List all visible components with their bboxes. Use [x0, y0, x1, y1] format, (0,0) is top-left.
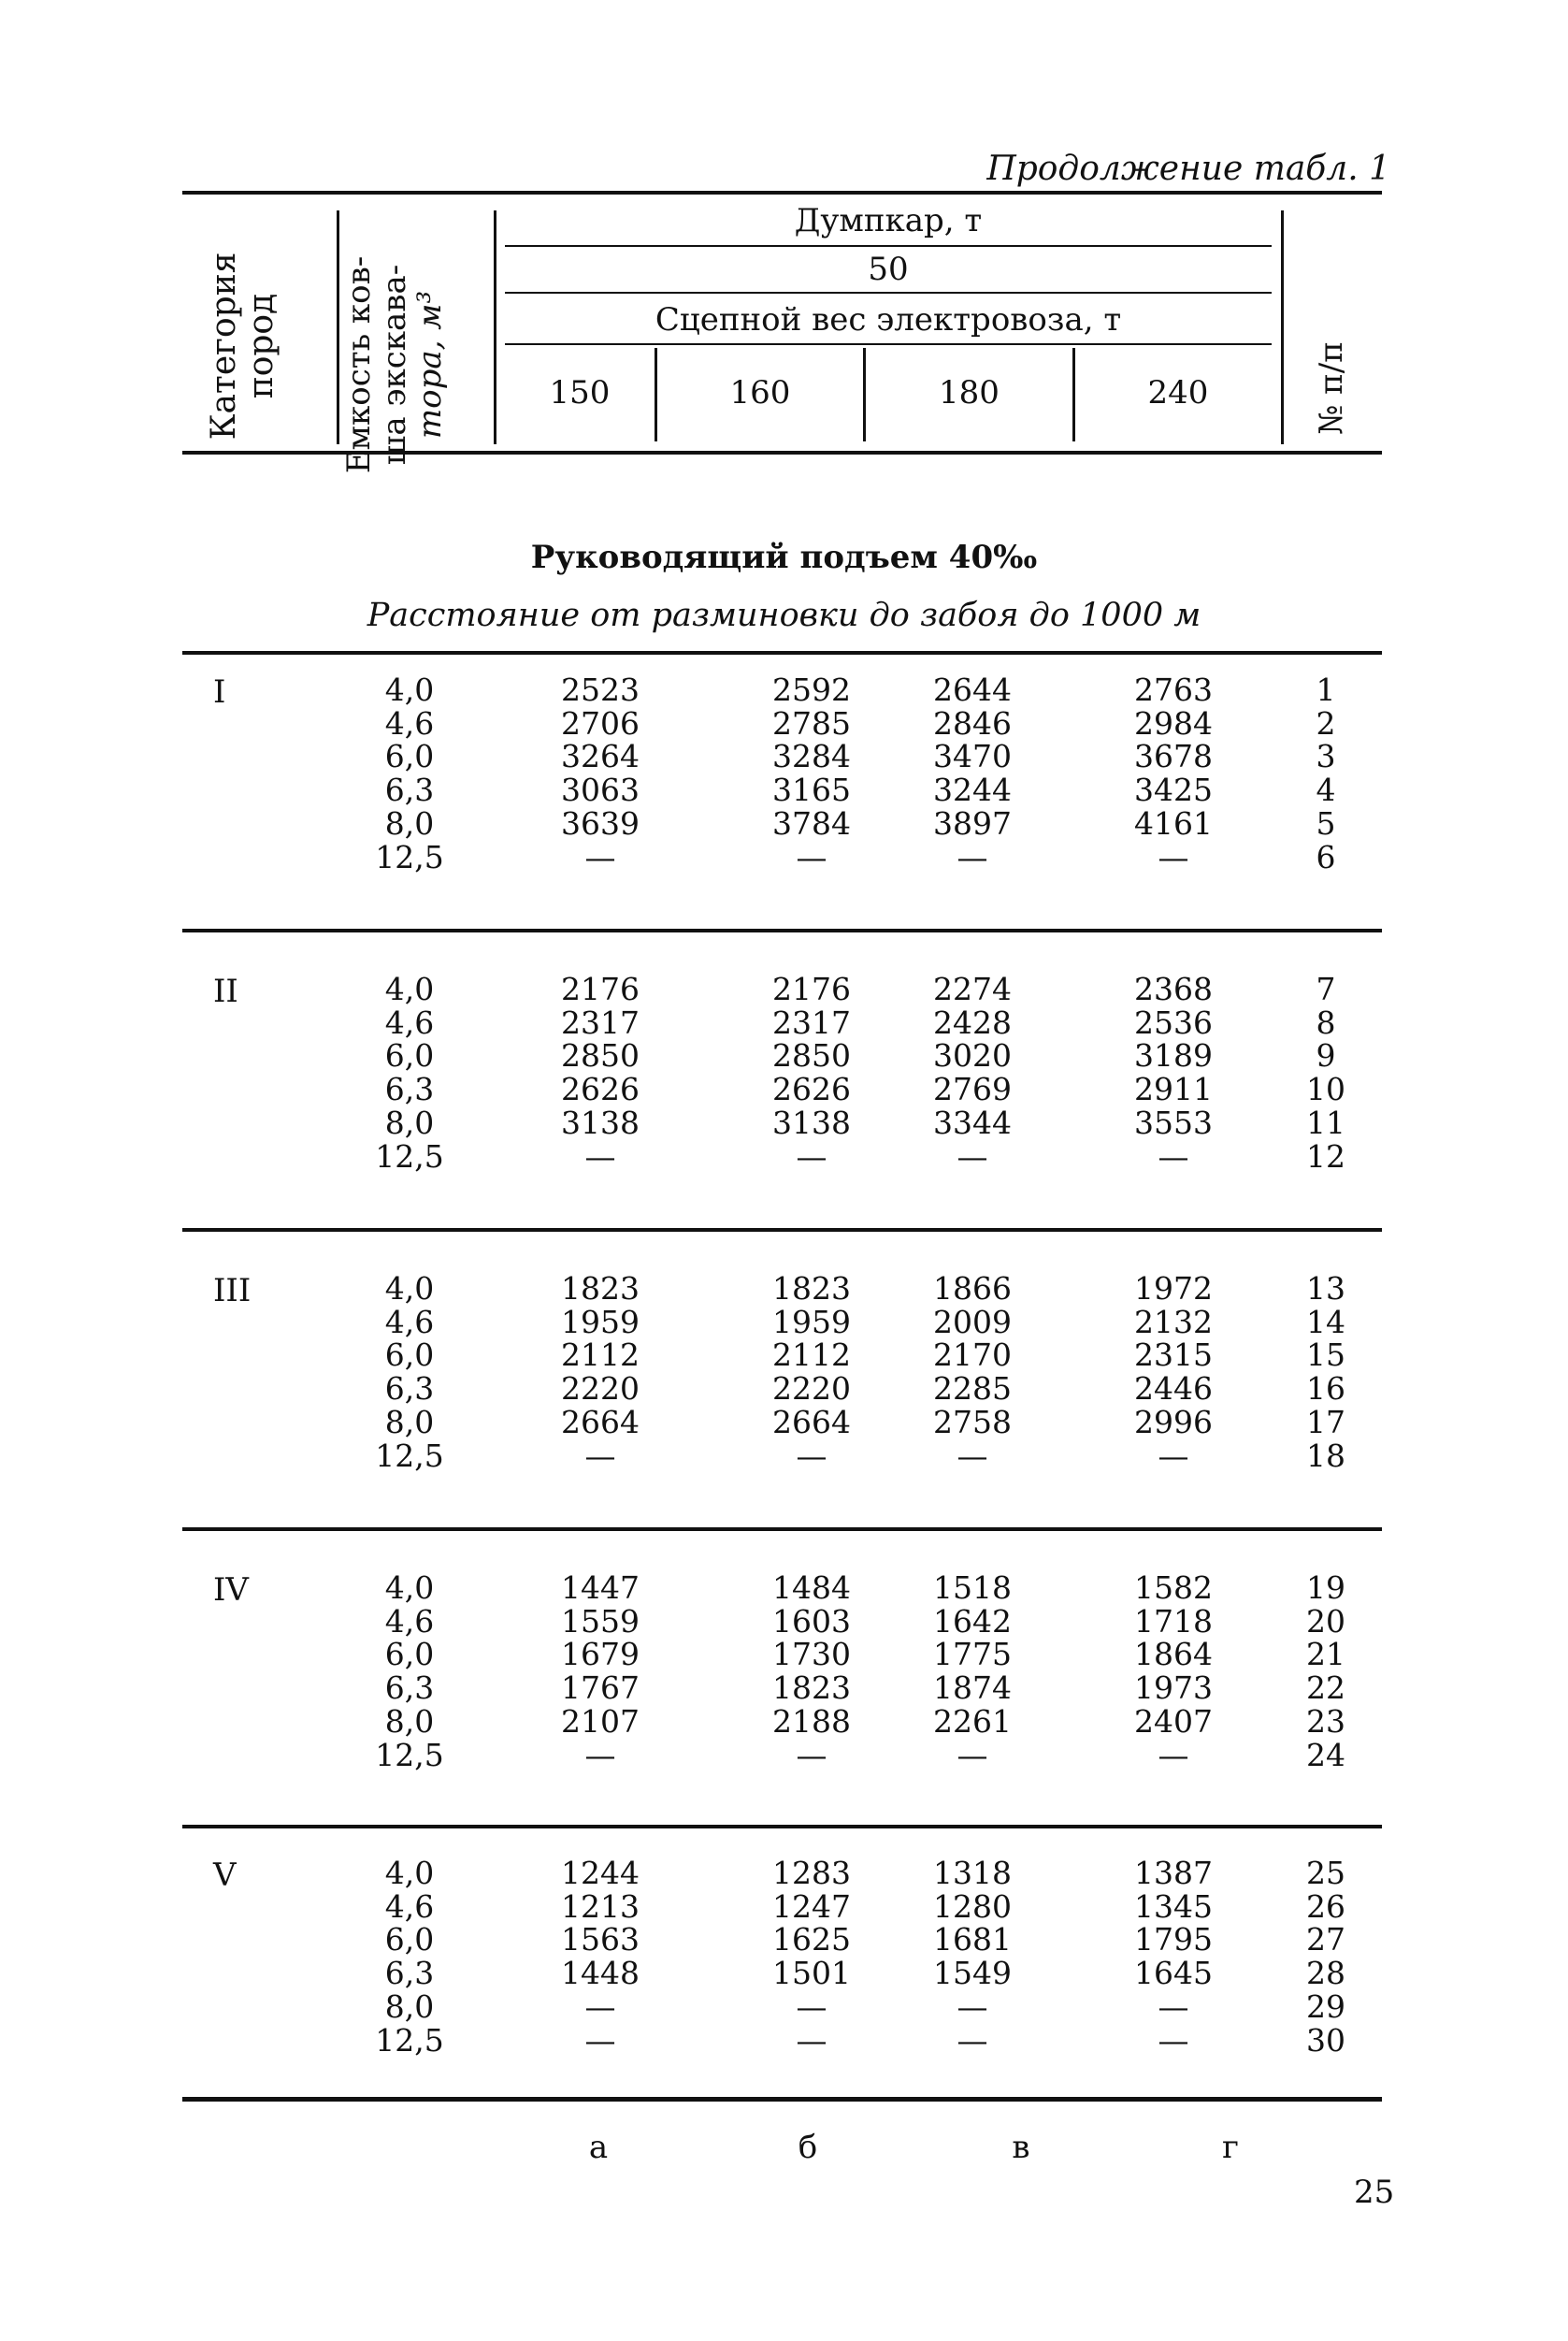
value-160-cell: 1247	[772, 1887, 851, 1925]
value-160-cell: 2664	[772, 1403, 851, 1440]
value-180-cell: 2644	[933, 672, 1012, 708]
capacity-cell: 4,0	[384, 672, 435, 708]
row-number-cell: 30	[1306, 2021, 1345, 2059]
value-240-cell: 2984	[1134, 704, 1213, 742]
capacity-cell: 6,0	[384, 738, 435, 775]
category-label: IV	[213, 1571, 249, 1609]
value-180-cell: —	[957, 1736, 988, 1773]
capacity-cell: 6,3	[384, 1669, 435, 1707]
section-subtitle: Расстояние от разминовки до забоя до 1000 м	[367, 597, 1201, 634]
capacity-cell: 4,6	[384, 1004, 435, 1041]
value-180-cell: 2428	[933, 1004, 1012, 1041]
value-150-cell: 2176	[561, 971, 640, 1007]
value-180-cell: 1642	[933, 1602, 1012, 1640]
row-number-cell: 27	[1306, 1921, 1345, 1958]
header-divider	[494, 210, 496, 444]
header-divider	[1281, 210, 1284, 444]
value-160-cell: 3284	[772, 738, 851, 775]
header-dumpcar-value: 50	[868, 251, 909, 288]
value-160-cell: 2850	[772, 1037, 851, 1075]
value-150-cell: 1559	[561, 1602, 640, 1640]
row-number-cell: 9	[1316, 1037, 1336, 1075]
column-letter-v: в	[1012, 2129, 1030, 2166]
row-number-cell: 19	[1306, 1569, 1345, 1606]
section-title: Руководящий подъем 40‰	[530, 539, 1038, 576]
value-180-cell: 2846	[933, 704, 1012, 742]
row-number-cell: 4	[1316, 772, 1336, 809]
row-number-cell: 7	[1316, 971, 1336, 1007]
header-weight-180: 180	[939, 374, 1000, 412]
row-number-cell: 5	[1316, 804, 1336, 842]
value-180-cell: 2758	[933, 1403, 1012, 1440]
value-150-cell: 1767	[561, 1669, 640, 1707]
header-capacity-line: Емкость ков-	[340, 255, 378, 474]
row-number-cell: 20	[1306, 1602, 1345, 1640]
capacity-cell: 12,5	[375, 2021, 444, 2059]
value-150-cell: —	[584, 838, 616, 875]
value-180-cell: 2769	[933, 1071, 1012, 1108]
group-rule	[182, 929, 1382, 932]
page-number: 25	[1354, 2174, 1395, 2211]
value-240-cell: 1387	[1134, 1855, 1213, 1891]
capacity-cell: 8,0	[384, 804, 435, 842]
value-150-cell: 3264	[561, 738, 640, 775]
value-180-cell: 1874	[933, 1669, 1012, 1707]
value-160-cell: 2785	[772, 704, 851, 742]
value-180-cell: —	[957, 1137, 988, 1175]
row-number-cell: 25	[1306, 1855, 1345, 1891]
value-180-cell: 3020	[933, 1037, 1012, 1075]
value-150-cell: 1448	[561, 1955, 640, 1992]
value-160-cell: 1730	[772, 1636, 851, 1673]
value-160-cell: 2176	[772, 971, 851, 1007]
value-180-cell: 3897	[933, 804, 1012, 842]
value-160-cell: 1283	[772, 1855, 851, 1891]
header-dumpcar: Думпкар, т	[794, 202, 983, 239]
table-bottom-rule	[182, 2097, 1382, 2102]
row-number-cell: 16	[1306, 1370, 1345, 1408]
value-150-cell: —	[584, 1437, 616, 1474]
value-180-cell: 2274	[933, 971, 1012, 1007]
capacity-cell: 8,0	[384, 1987, 435, 2025]
row-number-cell: 2	[1316, 704, 1336, 742]
value-150-cell: —	[584, 1736, 616, 1773]
category-label: I	[213, 673, 226, 711]
value-160-cell: 3784	[772, 804, 851, 842]
value-160-cell: 2317	[772, 1004, 851, 1041]
value-240-cell: 1972	[1134, 1270, 1213, 1307]
value-240-cell: 1718	[1134, 1602, 1213, 1640]
value-180-cell: 2285	[933, 1370, 1012, 1408]
column-letter-g: г	[1222, 2129, 1239, 2166]
value-150-cell: 2850	[561, 1037, 640, 1075]
row-number-cell: 21	[1306, 1636, 1345, 1673]
value-180-cell: 1681	[933, 1921, 1012, 1958]
value-150-cell: 2664	[561, 1403, 640, 1440]
row-number-cell: 29	[1306, 1987, 1345, 2025]
value-160-cell: 2112	[772, 1337, 851, 1374]
value-150-cell: 1244	[561, 1855, 640, 1891]
value-240-cell: —	[1158, 1437, 1189, 1474]
group-rule	[182, 1825, 1382, 1828]
row-number-cell: 13	[1306, 1270, 1345, 1307]
category-label: III	[213, 1272, 252, 1309]
value-240-cell: 2407	[1134, 1702, 1213, 1740]
capacity-cell: 4,0	[384, 1855, 435, 1891]
value-150-cell: 1679	[561, 1636, 640, 1673]
value-240-cell: 2763	[1134, 672, 1213, 708]
value-150-cell: 2112	[561, 1337, 640, 1374]
capacity-cell: 6,3	[384, 772, 435, 809]
value-150-cell: 3063	[561, 772, 640, 809]
header-top-rule	[182, 191, 1382, 195]
value-180-cell: 3470	[933, 738, 1012, 775]
value-160-cell: 2220	[772, 1370, 851, 1408]
value-160-cell: —	[796, 838, 827, 875]
row-number-cell: 11	[1306, 1104, 1345, 1141]
header-divider	[337, 210, 339, 444]
value-160-cell: 1823	[772, 1669, 851, 1707]
value-240-cell: 3189	[1134, 1037, 1213, 1075]
row-number-cell: 6	[1316, 838, 1336, 875]
row-number-cell: 28	[1306, 1955, 1345, 1992]
value-180-cell: 1318	[933, 1855, 1012, 1891]
value-180-cell: —	[957, 1987, 988, 2025]
value-150-cell: 1959	[561, 1303, 640, 1340]
value-240-cell: 2446	[1134, 1370, 1213, 1408]
value-160-cell: 1625	[772, 1921, 851, 1958]
value-240-cell: 3425	[1134, 772, 1213, 809]
value-180-cell: —	[957, 838, 988, 875]
value-240-cell: 2132	[1134, 1303, 1213, 1340]
value-180-cell: 1518	[933, 1569, 1012, 1606]
value-150-cell: 2220	[561, 1370, 640, 1408]
row-number-cell: 26	[1306, 1887, 1345, 1925]
value-160-cell: 3138	[772, 1104, 851, 1141]
value-240-cell: 1645	[1134, 1955, 1213, 1992]
header-capacity-line: тора, м³	[411, 290, 449, 440]
value-240-cell: 1864	[1134, 1636, 1213, 1673]
value-180-cell: 2261	[933, 1702, 1012, 1740]
group-rule	[182, 651, 1382, 655]
value-240-cell: 1973	[1134, 1669, 1213, 1707]
value-150-cell: 1213	[561, 1887, 640, 1925]
value-150-cell: 3639	[561, 804, 640, 842]
value-240-cell: —	[1158, 2021, 1189, 2059]
value-160-cell: —	[796, 1736, 827, 1773]
capacity-cell: 4,0	[384, 1569, 435, 1606]
value-160-cell: —	[796, 1437, 827, 1474]
value-160-cell: 2592	[772, 672, 851, 708]
value-160-cell: —	[796, 1987, 827, 2025]
capacity-cell: 8,0	[384, 1104, 435, 1141]
capacity-cell: 8,0	[384, 1702, 435, 1740]
header-weight-150: 150	[549, 374, 611, 412]
value-240-cell: 1345	[1134, 1887, 1213, 1925]
header-weight-160: 160	[729, 374, 791, 412]
value-150-cell: 2626	[561, 1071, 640, 1108]
value-180-cell: —	[957, 1437, 988, 1474]
value-240-cell: 2536	[1134, 1004, 1213, 1041]
capacity-cell: 6,3	[384, 1955, 435, 1992]
capacity-cell: 4,6	[384, 1602, 435, 1640]
capacity-cell: 4,6	[384, 704, 435, 742]
column-letter-b: б	[798, 2129, 818, 2166]
value-180-cell: 1280	[933, 1887, 1012, 1925]
value-150-cell: —	[584, 1987, 616, 2025]
value-160-cell: 2188	[772, 1702, 851, 1740]
value-240-cell: 3678	[1134, 738, 1213, 775]
header-inner-rule	[505, 292, 1272, 294]
row-number-cell: 12	[1306, 1137, 1345, 1175]
row-number-cell: 1	[1316, 672, 1336, 708]
row-number-cell: 3	[1316, 738, 1336, 775]
value-240-cell: 4161	[1134, 804, 1213, 842]
header-number: № п/п	[1313, 341, 1350, 435]
value-150-cell: 2317	[561, 1004, 640, 1041]
capacity-cell: 4,0	[384, 1270, 435, 1307]
value-180-cell: 2170	[933, 1337, 1012, 1374]
row-number-cell: 18	[1306, 1437, 1345, 1474]
value-180-cell: 1775	[933, 1636, 1012, 1673]
value-160-cell: 1484	[772, 1569, 851, 1606]
value-240-cell: 1795	[1134, 1921, 1213, 1958]
header-loco-weight: Сцепной вес электровоза, т	[655, 301, 1122, 339]
value-160-cell: 1501	[772, 1955, 851, 1992]
capacity-cell: 6,0	[384, 1037, 435, 1075]
header-inner-rule	[505, 245, 1272, 247]
value-180-cell: 3244	[933, 772, 1012, 809]
capacity-cell: 6,0	[384, 1636, 435, 1673]
value-160-cell: 3165	[772, 772, 851, 809]
value-240-cell: 2996	[1134, 1403, 1213, 1440]
value-160-cell: 2626	[772, 1071, 851, 1108]
value-240-cell: 2315	[1134, 1337, 1213, 1374]
capacity-cell: 4,0	[384, 971, 435, 1007]
capacity-cell: 12,5	[375, 838, 444, 875]
group-rule	[182, 1228, 1382, 1232]
row-number-cell: 17	[1306, 1403, 1345, 1440]
table-caption: Продолжение табл. 1	[986, 150, 1390, 188]
capacity-cell: 4,6	[384, 1887, 435, 1925]
capacity-cell: 4,6	[384, 1303, 435, 1340]
value-240-cell: 3553	[1134, 1104, 1213, 1141]
value-240-cell: —	[1158, 1987, 1189, 2025]
value-150-cell: 3138	[561, 1104, 640, 1141]
capacity-cell: 8,0	[384, 1403, 435, 1440]
group-rule	[182, 1527, 1382, 1531]
value-150-cell: 2523	[561, 672, 640, 708]
capacity-cell: 12,5	[375, 1137, 444, 1175]
value-180-cell: 3344	[933, 1104, 1012, 1141]
value-150-cell: 2107	[561, 1702, 640, 1740]
row-number-cell: 24	[1306, 1736, 1345, 1773]
value-240-cell: 1582	[1134, 1569, 1213, 1606]
row-number-cell: 8	[1316, 1004, 1336, 1041]
value-150-cell: 1563	[561, 1921, 640, 1958]
value-180-cell: —	[957, 2021, 988, 2059]
value-240-cell: 2368	[1134, 971, 1213, 1007]
capacity-cell: 6,3	[384, 1071, 435, 1108]
value-160-cell: —	[796, 1137, 827, 1175]
row-number-cell: 10	[1306, 1071, 1345, 1108]
value-160-cell: 1823	[772, 1270, 851, 1307]
row-number-cell: 23	[1306, 1702, 1345, 1740]
capacity-cell: 6,0	[384, 1337, 435, 1374]
header-inner-rule	[505, 343, 1272, 345]
value-240-cell: —	[1158, 838, 1189, 875]
value-160-cell: 1603	[772, 1602, 851, 1640]
value-240-cell: —	[1158, 1137, 1189, 1175]
value-160-cell: 1959	[772, 1303, 851, 1340]
row-number-cell: 14	[1306, 1303, 1345, 1340]
header-capacity-line: ша экскава-	[376, 264, 413, 466]
value-150-cell: —	[584, 1137, 616, 1175]
category-label: II	[213, 973, 238, 1010]
column-letter-a: а	[588, 2129, 609, 2166]
row-number-cell: 15	[1306, 1337, 1345, 1374]
value-150-cell: 1447	[561, 1569, 640, 1606]
value-150-cell: 2706	[561, 704, 640, 742]
header-category: Категория пород	[205, 252, 281, 441]
capacity-cell: 12,5	[375, 1736, 444, 1773]
value-240-cell: —	[1158, 1736, 1189, 1773]
header-capacity	[341, 248, 453, 482]
capacity-cell: 12,5	[375, 1437, 444, 1474]
value-160-cell: —	[796, 2021, 827, 2059]
value-180-cell: 1549	[933, 1955, 1012, 1992]
row-number-cell: 22	[1306, 1669, 1345, 1707]
value-180-cell: 2009	[933, 1303, 1012, 1340]
value-240-cell: 2911	[1134, 1071, 1213, 1108]
category-label: V	[213, 1857, 237, 1894]
capacity-cell: 6,3	[384, 1370, 435, 1408]
header-weight-240: 240	[1147, 374, 1209, 412]
value-150-cell: 1823	[561, 1270, 640, 1307]
capacity-cell: 6,0	[384, 1921, 435, 1958]
value-150-cell: —	[584, 2021, 616, 2059]
value-180-cell: 1866	[933, 1270, 1012, 1307]
